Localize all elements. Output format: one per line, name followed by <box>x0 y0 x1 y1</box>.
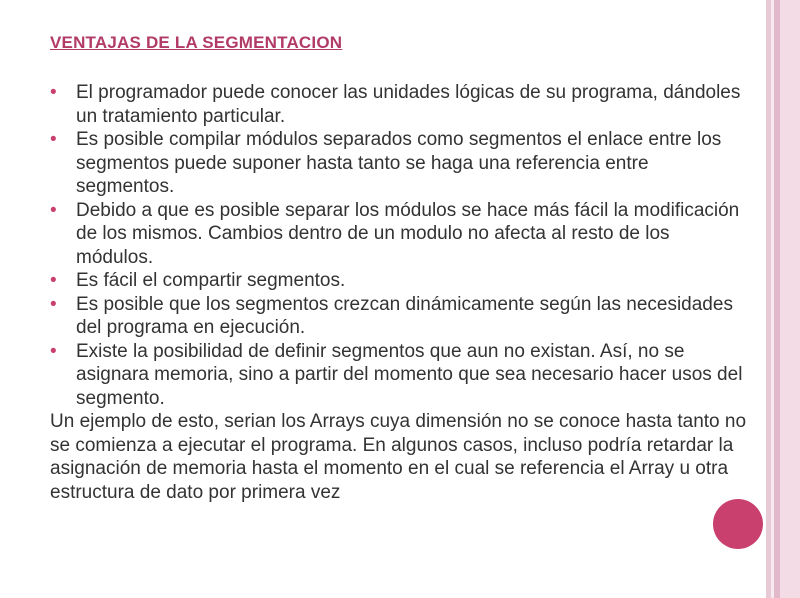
border-stripe <box>780 0 800 598</box>
bullet-text: Es posible compilar módulos separados como segmentos el enlace entre los segmentos puede suponer hasta tanto se haga una referencia entre segmentos. <box>76 129 722 197</box>
bullet-text: Debido a que es posible separar los módulos se hace más fácil la modificación de los mismos. Cambios dentro de un modulo no afecta al resto de los módulos. <box>76 199 740 268</box>
bullet-text: El programador puede conocer las unidades lógicas de su programa, dándoles un tratamiento particular. <box>76 82 741 127</box>
bullet-item <box>50 340 750 411</box>
continuation-paragraph: Un ejemplo de esto, serian los Arrays cuya dimensión no se conoce hasta tanto no se comienza a ejecutar el programa. En algunos casos, incluso podría retardar la asignación de memoria hasta el momento en el cual se referencia el Array u otra estructura de dato por primera vez <box>50 411 747 503</box>
bullet-icon: • <box>50 340 57 362</box>
bullet-item <box>50 81 750 128</box>
bullet-icon: • <box>50 270 57 291</box>
slide-title: VENTAJAS DE LA SEGMENTACION <box>50 33 343 52</box>
bullet-text: Es fácil el compartir segmentos. <box>76 270 346 291</box>
bullet-list <box>50 81 750 410</box>
bullet-icon: • <box>50 293 57 315</box>
bullet-item <box>50 199 750 270</box>
bullet-icon: • <box>50 199 57 221</box>
bullet-item <box>50 293 750 340</box>
slide-body <box>50 81 750 504</box>
bullet-item <box>50 128 750 199</box>
bullet-text: Existe la posibilidad de definir segmentos que aun no existan. Así, no se asignara memoria, sino a partir del momento que sea necesario hacer usos del segmento. <box>76 340 743 409</box>
bullet-icon: • <box>50 129 57 150</box>
decorative-circle <box>713 499 763 549</box>
bullet-item <box>50 269 750 293</box>
bullet-text: Es posible que los segmentos crezcan dinámicamente según las necesidades del programa en ejecución. <box>76 293 733 338</box>
bullet-icon: • <box>50 82 57 103</box>
